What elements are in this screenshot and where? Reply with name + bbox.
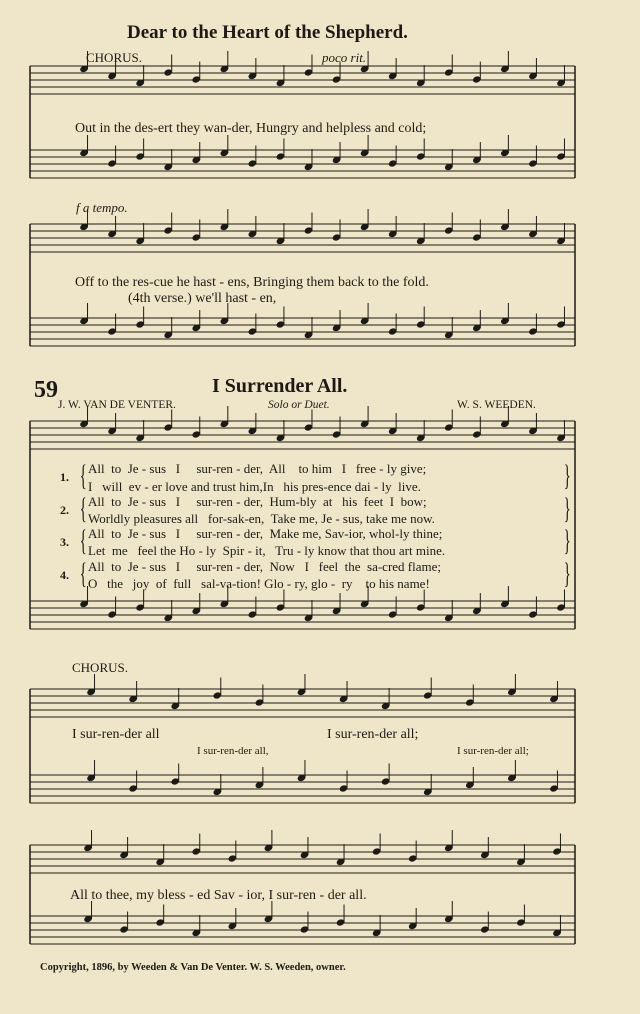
lyric-line: Off to the res-cue he hast - ens, Bringing them back to the fold.: [75, 275, 429, 290]
verse-line: O the joy of full sal-va-tion! Glo - ry, glo - ry to his name!: [88, 576, 430, 591]
hymn-title: I Surrender All.: [212, 375, 348, 397]
stanza-number: 4.: [60, 568, 69, 582]
stanza-number: 1.: [60, 470, 69, 484]
stanza-number: 3.: [60, 535, 69, 549]
stanza-number: 2.: [60, 503, 69, 517]
chorus-label: CHORUS.: [72, 660, 128, 675]
brace: {: [79, 459, 87, 492]
lyric-line: I sur-ren-der all: [72, 727, 160, 742]
verse-line: All to Je - sus I sur-ren - der, All to him I free - ly give;: [88, 461, 427, 476]
tempo-marking: poco rit.: [322, 50, 367, 65]
chorus-label: CHORUS.: [86, 50, 142, 65]
brace: }: [563, 557, 571, 590]
lyric-line: (4th verse.) we'll hast - en,: [128, 291, 277, 306]
copyright-notice: Copyright, 1896, by Weeden & Van De Venter. W. S. Weeden, owner.: [40, 962, 346, 973]
tempo-marking: f a tempo.: [76, 200, 128, 215]
verse-line: All to Je - sus I sur-ren - der, Hum-bly at his feet I bow;: [88, 494, 427, 509]
lyric-line: I sur-ren-der all;: [327, 727, 419, 742]
verse-line: Let me feel the Ho - ly Spir - it, Tru - ly know that thou art mine.: [88, 543, 446, 558]
verse-line: Worldly pleasures all for-sak-en, Take me, Je - sus, take me now.: [88, 511, 435, 526]
verse-line: I will ev - er love and trust him,In his pres-ence dai - ly live.: [88, 479, 421, 494]
verse-line: All to Je - sus I sur-ren - der, Now I feel the sa-cred flame;: [88, 559, 441, 574]
bass-echo-lyric: I sur-ren-der all,: [197, 745, 269, 757]
bass-echo-lyric: I sur-ren-der all;: [457, 745, 529, 757]
author: J. W. VAN DE VENTER.: [58, 399, 176, 411]
verse-line: All to Je - sus I sur-ren - der, Make me, Sav-ior, whol-ly thine;: [88, 526, 443, 541]
hymn-number: 59: [34, 377, 58, 403]
performance-note: Solo or Duet.: [268, 399, 330, 411]
brace: }: [563, 524, 571, 557]
brace: {: [79, 524, 87, 557]
hymn-title: Dear to the Heart of the Shepherd.: [127, 22, 408, 43]
brace: {: [79, 557, 87, 590]
brace: }: [563, 492, 571, 525]
composer: W. S. WEEDEN.: [457, 399, 536, 411]
brace: {: [79, 492, 87, 525]
lyric-line: Out in the des-ert they wan-der, Hungry and helpless and cold;: [75, 121, 427, 136]
brace: }: [563, 459, 571, 492]
lyric-line: All to thee, my bless - ed Sav - ior, I sur-ren - der all.: [70, 888, 367, 903]
